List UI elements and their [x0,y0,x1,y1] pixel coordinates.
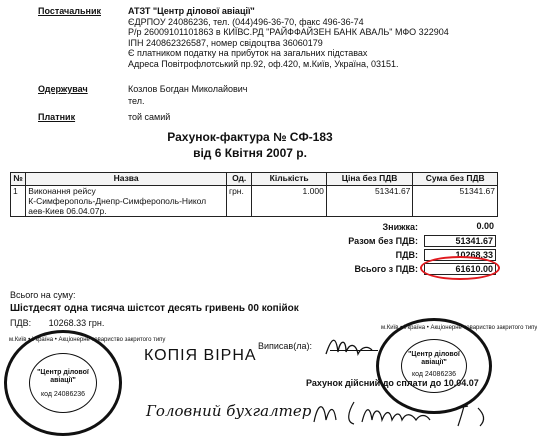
name-line: аев-Киев 06.04.07р. [28,206,107,216]
table-row [11,186,498,217]
issued-by-label: Виписав(ла): [258,341,312,351]
col-header: № [11,173,26,186]
col-header: Сума без ПДВ [413,173,498,186]
name-line: К-Симферополь-Днепр-Симферополь-Никол [28,196,207,206]
amount-words-label: Всього на суму: [10,290,76,300]
stamp-right-code: код 24086236 [411,371,457,378]
stamp-right-ring: м.Київ • Україна • Акціонерне товариство закритого типу [381,325,537,331]
col-header: Ціна без ПДВ [326,173,413,186]
col-header: Од. [226,173,251,186]
stamp-left-code: код 24086236 [40,391,86,398]
supplier-details [128,6,498,69]
cell-price: 51341.67 [326,186,413,217]
cell-sum: 51341.67 [413,186,498,217]
name-line: Виконання рейсу [28,186,96,196]
cell-qty: 1.000 [252,186,326,217]
company-stamp-left [4,330,166,436]
stamp-left-center: "Центр ділової авіації" [37,369,89,384]
copy-verified-stamp: КОПІЯ ВІРНА [144,347,257,364]
chief-accountant-handwriting: Головний бухгалтер [146,402,312,420]
supplier-line: ІПН 240862326587, номер свідоцтва 36060179 [128,37,323,48]
amount-words-vat: ПДВ: 10268.33 грн. [10,318,105,328]
invoice-date: від 6 Квітня 2007 р. [193,146,307,160]
supplier-line: Адреса Повітрофлотський пр.92, оф.420, м.Київ, Україна, 03151. [128,58,399,69]
signature-scribble [322,334,376,360]
stamp-left-ring: м.Київ • Україна • Акціонерне товариство закритого типу [9,337,166,343]
col-header: Назва [26,173,227,186]
supplier-line: АТЗТ "Центр ділової авіації" [128,6,255,16]
col-header: Кількість [252,173,326,186]
valid-until-text: Рахунок дійсний до сплати до 10.04.07 [306,378,479,388]
discount-label: Знижка: [382,222,418,232]
accountant-signature [308,396,498,430]
discount-value: 0.00 [424,221,496,233]
recipient-name: Козлов Богдан Миколайович [128,84,248,94]
cell-name [26,186,227,217]
recipient-label: Одержувач [38,84,88,94]
total-label: Всього з ПДВ: [354,264,418,274]
total-highlight-ellipse [420,256,500,280]
subtotal-value: 51341.67 [424,235,496,247]
subtotal-label: Разом без ПДВ: [348,236,418,246]
total-value: 61610.00 [424,263,496,275]
recipient-phone: тел. [128,96,145,106]
table-header-row [11,173,498,186]
payer-value: той самий [128,112,171,122]
invoice-table [10,172,498,217]
supplier-line: ЄДРПОУ 24086236, тел. (044)496-36-70, факс 496-36-74 [128,16,364,27]
amount-words-text: Шістдесят одна тисяча шістсот десять гривень 00 копійок [10,303,299,314]
supplier-line: Р/р 26009101101863 в КИЇВС.РД "РАЙФФАЙЗЕН БАНК АВАЛЬ" МФО 322904 [128,27,449,37]
invoice-title: Рахунок-фактура № СФ-183 [167,130,333,144]
vat-label: ПДВ: [395,250,418,260]
supplier-label: Постачальник [38,6,101,16]
cell-num: 1 [11,186,26,217]
payer-label: Платник [38,112,76,122]
vat-value: 10268.33 [424,249,496,261]
cell-unit: грн. [226,186,251,217]
stamp-right-center: "Центр ділової авіації" [408,351,460,366]
supplier-line: Є платником податку на прибуток на загальних підставах [128,48,368,58]
